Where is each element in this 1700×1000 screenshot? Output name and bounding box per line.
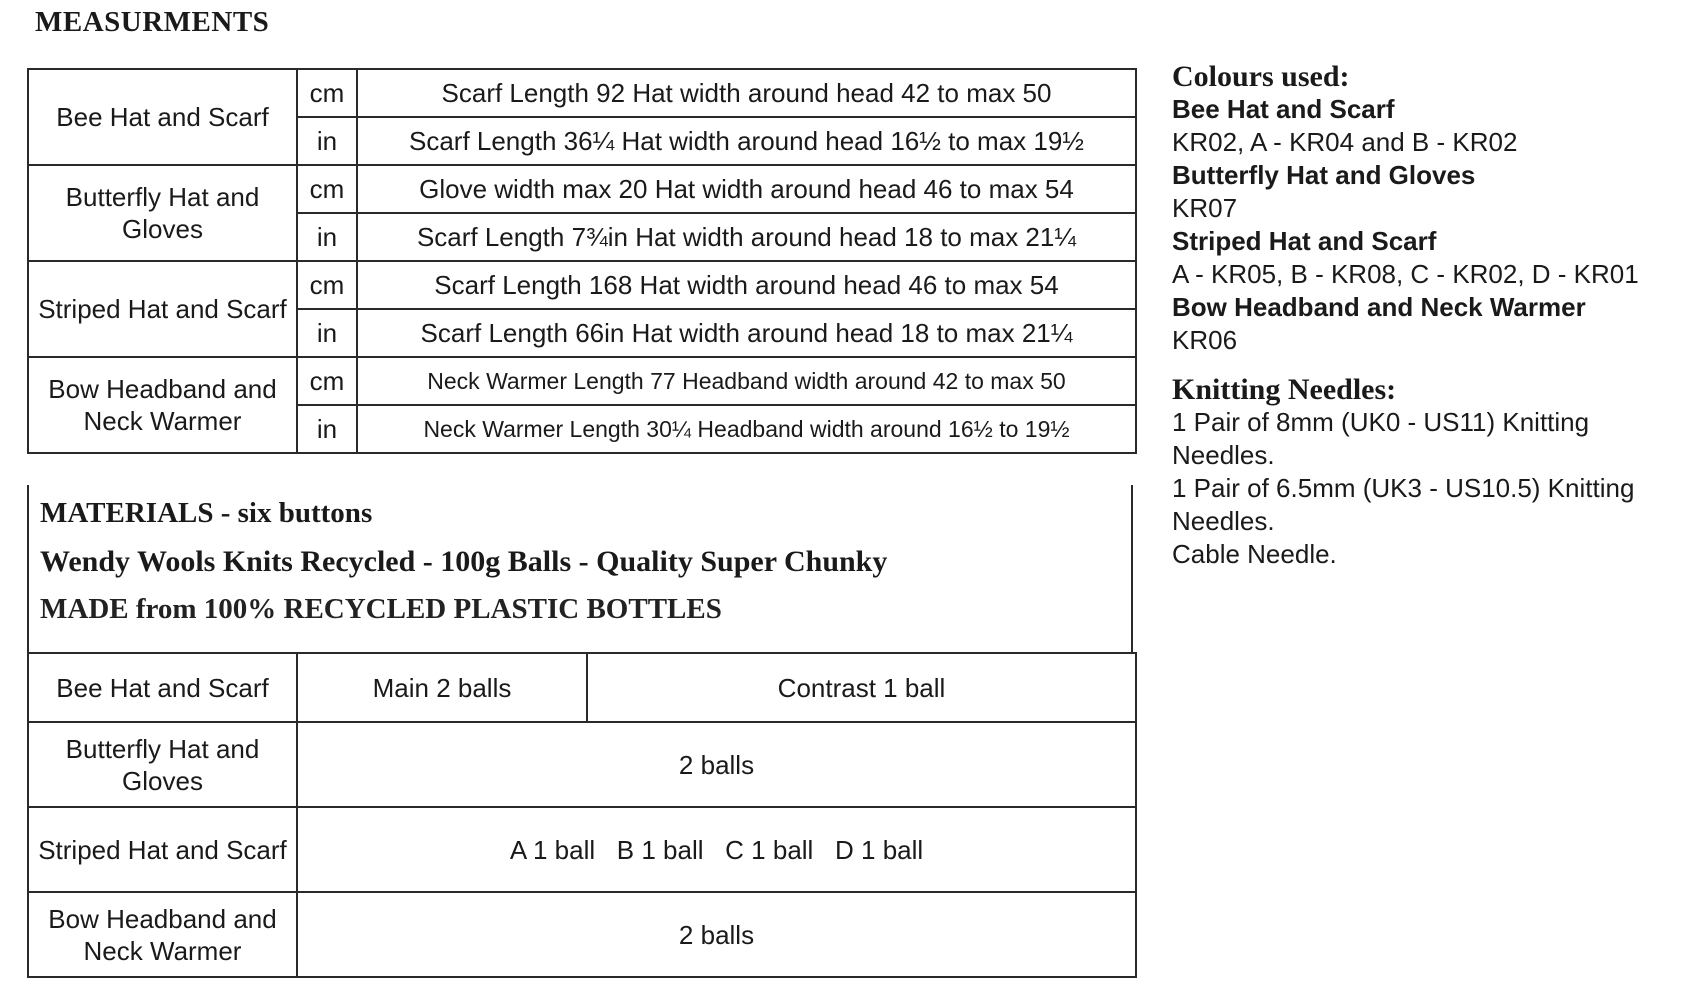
item-name: Bee Hat and Scarf [28, 653, 297, 722]
measurement-value: Glove width max 20 Hat width around head 46 to max 54 [357, 165, 1136, 213]
contrast-balls: Contrast 1 ball [587, 653, 1136, 722]
unit-label: in [297, 213, 357, 261]
colour-item-name: Bow Headband and Neck Warmer [1172, 292, 1586, 322]
table-row [28, 357, 1136, 405]
colour-item-name: Butterfly Hat and Gloves [1172, 160, 1476, 190]
table-row [28, 722, 1136, 807]
unit-label: cm [297, 165, 357, 213]
side-panel [1172, 60, 1692, 571]
needles-line: Needles. [1172, 506, 1275, 536]
table-row [28, 807, 1136, 892]
colour-item-name: Bee Hat and Scarf [1172, 94, 1395, 124]
item-name: Bow Headband and Neck Warmer [28, 357, 297, 453]
item-name: Butterfly Hat and Gloves [28, 165, 297, 261]
colour-codes: KR02, A - KR04 and B - KR02 [1172, 127, 1518, 157]
recycled-note: MADE from 100% RECYCLED PLASTIC BOTTLES [40, 593, 722, 625]
materials-section [27, 485, 1133, 652]
ball-quantity: 2 balls [297, 892, 1136, 977]
item-name: Bow Headband and Neck Warmer [28, 892, 297, 977]
colour-codes: KR07 [1172, 193, 1238, 223]
balls-table [27, 652, 1137, 978]
colour-codes: A - KR05, B - KR08, C - KR02, D - KR01 [1172, 259, 1639, 289]
item-name: Striped Hat and Scarf [28, 807, 297, 892]
measurement-value: Neck Warmer Length 30¼ Headband width around 16½ to 19½ [357, 405, 1136, 453]
unit-label: in [297, 309, 357, 357]
colour-item-name: Striped Hat and Scarf [1172, 226, 1437, 256]
table-row [28, 653, 1136, 722]
unit-label: cm [297, 261, 357, 309]
measurements-table [27, 68, 1137, 454]
item-name: Butterfly Hat and Gloves [28, 722, 297, 807]
table-row [28, 892, 1136, 977]
item-name: Striped Hat and Scarf [28, 261, 297, 357]
needles-line: Cable Needle. [1172, 539, 1337, 569]
unit-label: in [297, 117, 357, 165]
unit-label: in [297, 405, 357, 453]
table-row [28, 69, 1136, 117]
ball-quantity: A 1 ball B 1 ball C 1 ball D 1 ball [297, 807, 1136, 892]
page-title: MEASURMENTS [35, 6, 270, 38]
needles-line: 1 Pair of 6.5mm (UK3 - US10.5) Knitting [1172, 473, 1635, 503]
unit-label: cm [297, 357, 357, 405]
ball-quantity: 2 balls [297, 722, 1136, 807]
needles-line: 1 Pair of 8mm (UK0 - US11) Knitting [1172, 407, 1590, 437]
measurement-value: Scarf Length 36¼ Hat width around head 16½ to max 19½ [357, 117, 1136, 165]
unit-label: cm [297, 69, 357, 117]
item-name: Bee Hat and Scarf [28, 69, 297, 165]
table-row [28, 165, 1136, 213]
colour-codes: KR06 [1172, 325, 1238, 355]
table-row [28, 261, 1136, 309]
materials-heading: MATERIALS - six buttons [40, 497, 373, 529]
measurement-value: Scarf Length 168 Hat width around head 46 to max 54 [357, 261, 1136, 309]
colours-heading: Colours used: [1172, 60, 1350, 93]
needles-line: Needles. [1172, 440, 1275, 470]
measurement-value: Scarf Length 66in Hat width around head 18 to max 21¼ [357, 309, 1136, 357]
measurement-value: Neck Warmer Length 77 Headband width around 42 to max 50 [357, 357, 1136, 405]
needles-heading: Knitting Needles: [1172, 373, 1397, 406]
yarn-description: Wendy Wools Knits Recycled - 100g Balls - Quality Super Chunky [40, 545, 888, 578]
measurement-value: Scarf Length 7¾in Hat width around head 18 to max 21¼ [357, 213, 1136, 261]
main-balls: Main 2 balls [297, 653, 587, 722]
measurement-value: Scarf Length 92 Hat width around head 42 to max 50 [357, 69, 1136, 117]
